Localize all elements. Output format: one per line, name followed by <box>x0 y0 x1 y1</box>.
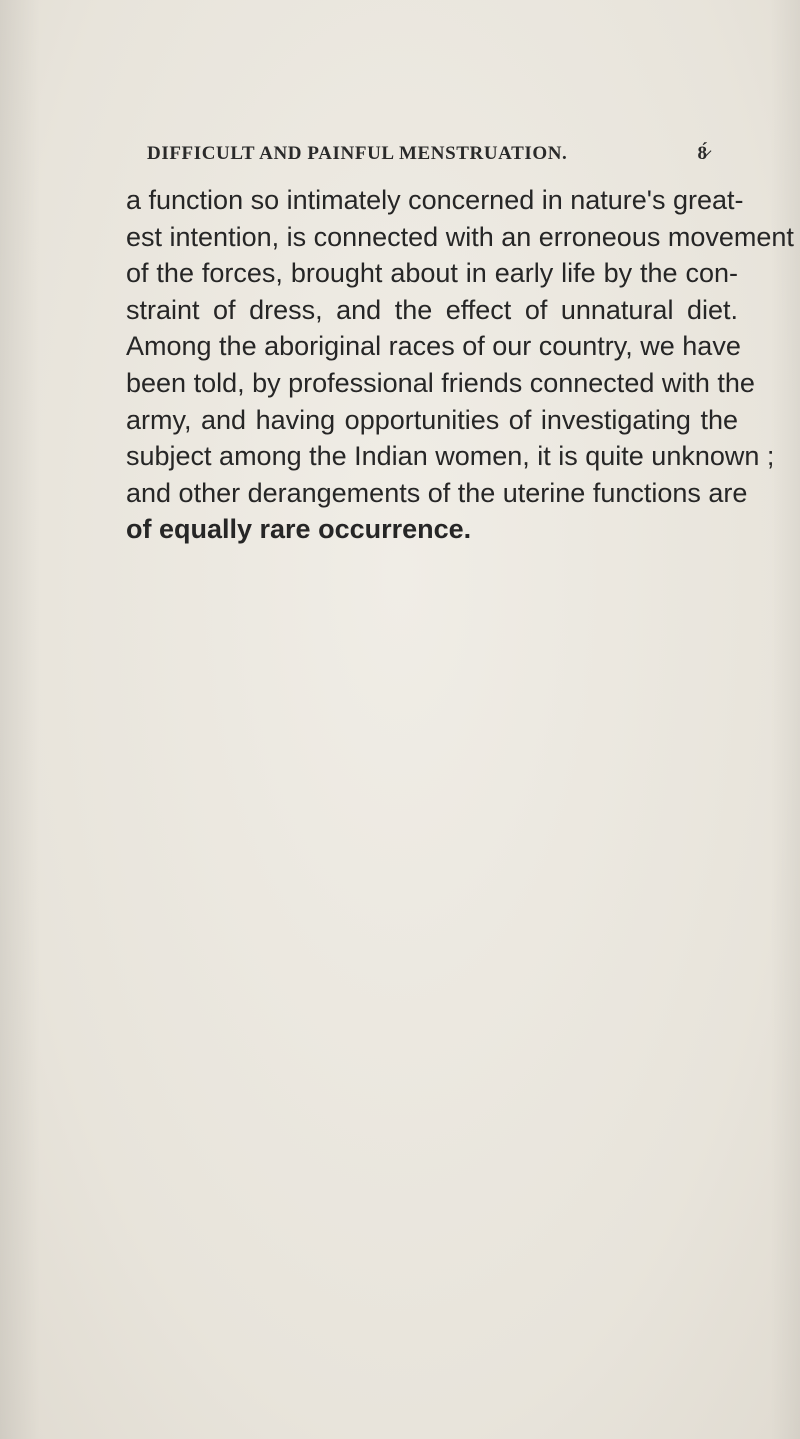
text-line: Among the aboriginal races of our country, we have <box>126 331 741 362</box>
text-line: subject among the Indian women, it is quite unknown ; <box>126 441 775 472</box>
page-number: 8̷́ <box>697 143 707 164</box>
body-paragraph <box>126 182 794 548</box>
text-line: est intention, is connected with an erroneous movement <box>126 221 794 252</box>
text-line: a function so intimately concerned in nature's great- <box>126 185 744 215</box>
text-line: straint of dress, and the effect of unnatural diet. <box>126 294 738 325</box>
text-line: and other derangements of the uterine functions are <box>126 477 748 508</box>
text-line: been told, by professional friends connected with the <box>126 367 755 398</box>
running-head <box>147 143 707 171</box>
running-title: DIFFICULT AND PAINFUL MENSTRUATION. <box>147 143 568 164</box>
text-line: army, and having opportunities of investigating the <box>126 404 738 435</box>
text-line: of the forces, brought about in early life by the con- <box>126 258 738 289</box>
text-line: of equally rare occurrence. <box>126 514 472 545</box>
